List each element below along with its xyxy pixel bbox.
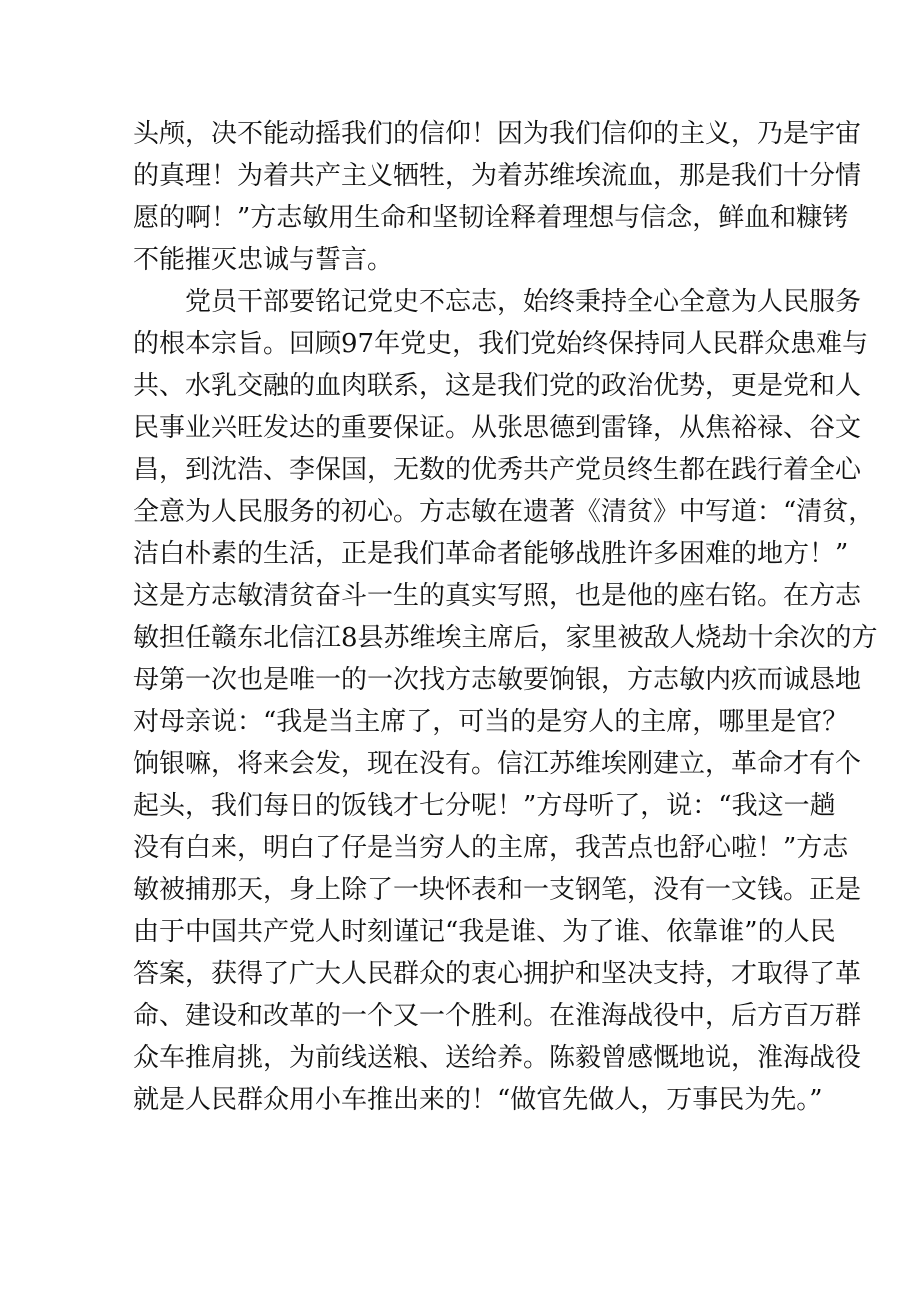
text-line: 就是人民群众用小车推出来的！“做官先做人，万事民为先。”	[133, 1085, 823, 1115]
document-body	[133, 113, 878, 1121]
text-line: 这是方志敏清贫奋斗一生的真实写照，也是他的座右铭。在方志	[133, 581, 862, 611]
text-line: 党员干部要铭记党史不忘志，始终秉持全心全意为人民服务	[185, 287, 862, 317]
text-line: 洁白朴素的生活，正是我们革命者能够战胜许多困难的地方！”	[133, 539, 849, 569]
paragraph-2	[133, 281, 878, 1121]
text-line: 答案，获得了广大人民群众的衷心拥护和坚决支持，才取得了革	[133, 959, 862, 989]
text-line: 的根本宗旨。回顾97年党史，我们党始终保持同人民群众患难与	[133, 329, 869, 359]
text-line: 母第一次也是唯一的一次找方志敏要饷银，方志敏内疚而诚恳地	[133, 665, 862, 695]
text-line: 对母亲说：“我是当主席了，可当的是穷人的主席，哪里是官？	[133, 707, 849, 737]
text-line: 命、建设和改革的一个又一个胜利。在淮海战役中，后方百万群	[133, 1001, 862, 1031]
text-line: 不能摧灭忠诚与誓言。	[133, 245, 394, 275]
text-line: 共、水乳交融的血肉联系，这是我们党的政治优势，更是党和人	[133, 371, 862, 401]
text-line: 愿的啊！”方志敏用生命和坚韧诠释着理想与信念，鲜血和糠铐	[133, 203, 849, 233]
text-line: 的真理！为着共产主义牺牲，为着苏维埃流血，那是我们十分情	[133, 161, 862, 191]
paragraph-1	[133, 113, 862, 281]
text-line: 民事业兴旺发达的重要保证。从张思德到雷锋，从焦裕禄、谷文	[133, 413, 862, 443]
text-line: 由于中国共产党人时刻谨记“我是谁、为了谁、依靠谁”的人民	[133, 917, 836, 947]
text-line: 头颅，决不能动摇我们的信仰！因为我们信仰的主义，乃是宇宙	[133, 119, 862, 149]
text-line: 敏被捕那天，身上除了一块怀表和一支钢笔，没有一文钱。正是	[133, 875, 862, 905]
text-line: 全意为人民服务的初心。方志敏在遗著《清贫》中写道：“清贫，	[133, 497, 875, 527]
text-line: 昌，到沈浩、李保国，无数的优秀共产党员终生都在践行着全心	[133, 455, 862, 485]
text-line: 没有白来，明白了仔是当穷人的主席，我苦点也舒心啦！”方志	[133, 833, 849, 863]
text-line: 敏担任赣东北信江8县苏维埃主席后，家里被敌人烧劫十余次的方	[133, 623, 878, 653]
text-line: 饷银嘛，将来会发，现在没有。信江苏维埃刚建立，革命才有个	[133, 749, 862, 779]
text-line: 起头，我们每日的饭钱才七分呢！”方母听了，说：“我这一趟	[133, 791, 836, 821]
text-line: 众车推肩挑，为前线送粮、送给养。陈毅曾感慨地说，淮海战役	[133, 1043, 862, 1073]
